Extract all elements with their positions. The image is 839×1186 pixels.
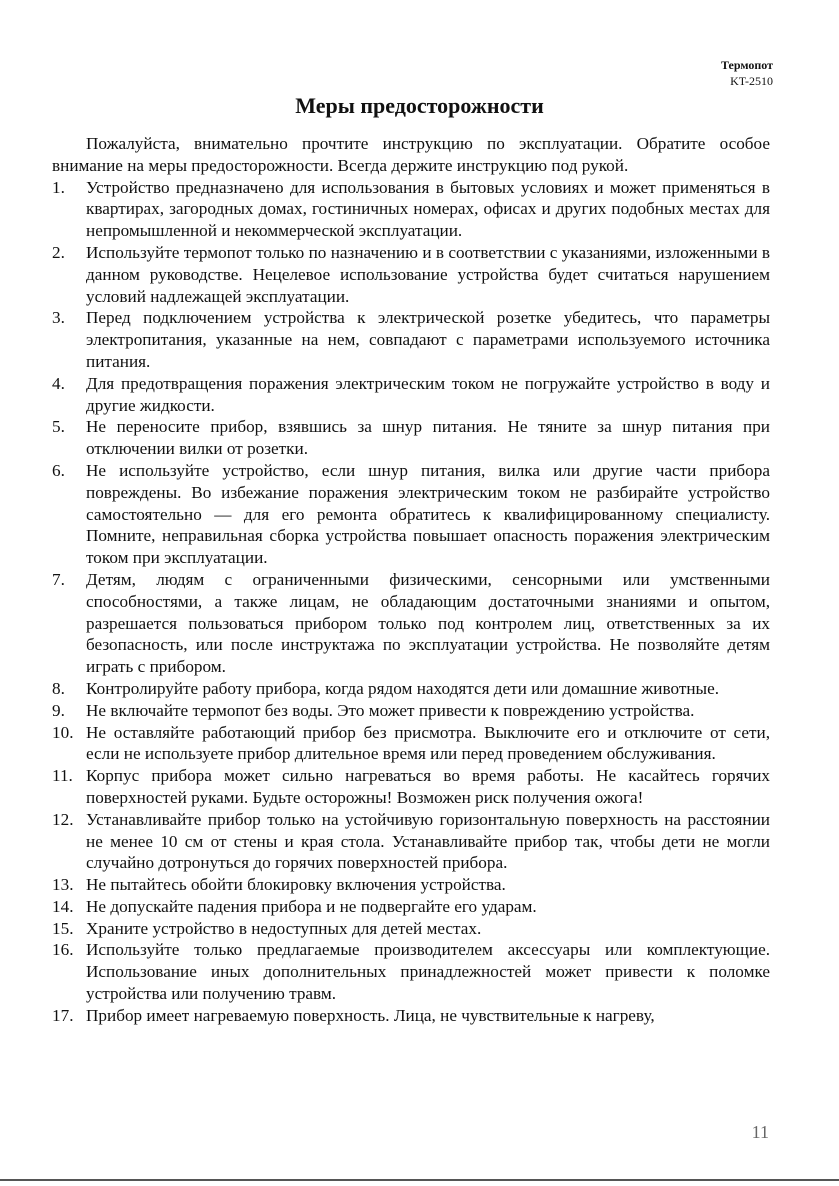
list-item-text: Корпус прибора может сильно нагреваться во время работы. Не касайтесь горячих поверхностей руками. Будьте осторожны! Возможен риск получения ожога!	[86, 766, 770, 807]
page-title: Меры предосторожности	[295, 93, 544, 118]
body-content	[52, 133, 770, 1027]
list-item-number: 10.	[52, 722, 74, 742]
page-header	[721, 57, 773, 89]
list-item-number: 4.	[52, 373, 65, 393]
precautions-list	[52, 177, 770, 1027]
list-item-text: Прибор имеет нагреваемую поверхность. Лица, не чувствительные к нагреву,	[86, 1005, 655, 1025]
list-item	[52, 939, 770, 1004]
list-item	[52, 569, 770, 678]
list-item	[52, 416, 770, 460]
header-model: KT-2510	[730, 74, 773, 88]
list-item	[52, 765, 770, 809]
list-item-number: 17.	[52, 1005, 74, 1025]
list-item	[52, 307, 770, 372]
list-item-text: Не включайте термопот без воды. Это может привести к повреждению устройства.	[86, 700, 695, 720]
list-item-number: 8.	[52, 678, 65, 698]
list-item-text: Используйте только предлагаемые производителем аксессуары или комплектующие. Использование иных дополнительных принадлежностей может привести к поломке устройства или получению травм.	[86, 940, 770, 1004]
list-item-text: Контролируйте работу прибора, когда рядом находятся дети или домашние животные.	[86, 678, 720, 698]
page-number: 11	[751, 1122, 769, 1142]
list-item	[52, 373, 770, 417]
list-item	[52, 177, 770, 242]
list-item-text: Устанавливайте прибор только на устойчивую горизонтальную поверхность на расстоянии не менее 10 см от стены и края стола. Устанавливайте прибор так, чтобы дети не могли случайно дотронуться до горячих поверхностей прибора.	[86, 809, 770, 873]
list-item-number: 11.	[52, 766, 73, 786]
header-product-name: Термопот	[720, 58, 773, 72]
list-item-text: Используйте термопот только по назначению и в соответствии с указаниями, изложенными в данном руководстве. Нецелевое использование устройства будет считаться нарушением условий надлежащей эксплуатации.	[86, 242, 770, 306]
list-item-number: 14.	[52, 896, 74, 916]
list-item-number: 9.	[52, 700, 65, 720]
list-item	[52, 242, 770, 307]
bottom-divider	[0, 1179, 839, 1181]
list-item-number: 5.	[52, 417, 65, 437]
list-item	[52, 722, 770, 766]
list-item-text: Для предотвращения поражения электрическим током не погружайте устройство в воду и другие жидкости.	[86, 373, 770, 415]
list-item-number: 1.	[52, 177, 65, 197]
list-item-text: Детям, людям с ограниченными физическими, сенсорными или умственными способностями, а также лицам, не обладающим достаточными знаниями и опытом, разрешается пользоваться прибором только под контролем лиц, ответственных за их безопасность, или после инструктажа по эксплуатации устройства. Не позволяйте детям играть с прибором.	[86, 569, 770, 677]
list-item-number: 16.	[52, 940, 74, 960]
list-item-number: 6.	[52, 460, 65, 480]
list-item-text: Не допускайте падения прибора и не подвергайте его ударам.	[86, 896, 537, 916]
list-item	[52, 896, 770, 918]
list-item-text: Не используйте устройство, если шнур питания, вилка или другие части прибора повреждены. Во избежание поражения электрическим током не разбирайте устройство самостоятельно — для его ремонта обратитесь к квалифицированному специалисту. Помните, неправильная сборка устройства повышает опасность поражения электрическим током при эксплуатации.	[86, 460, 770, 568]
list-item-text: Не оставляйте работающий прибор без присмотра. Выключите его и отключите от сети, если не используете прибор длительное время или перед проведением обслуживания.	[86, 722, 770, 764]
list-item-number: 3.	[52, 308, 65, 328]
list-item-number: 12.	[52, 809, 74, 829]
list-item	[52, 678, 770, 700]
list-item-text: Перед подключением устройства к электрической розетке убедитесь, что параметры электропитания, указанные на нем, совпадают с параметрами используемого источника питания.	[86, 308, 770, 371]
list-item-text: Не пытайтесь обойти блокировку включения устройства.	[86, 875, 506, 895]
list-item-text: Устройство предназначено для использования в бытовых условиях и может применяться в квартирах, загородных домах, гостиничных номерах, офисах и других подобных местах для непромышленной и некоммерческой эксплуатации.	[86, 177, 770, 241]
list-item-number: 13.	[52, 875, 74, 895]
list-item-number: 7.	[52, 569, 65, 589]
list-item	[52, 700, 770, 722]
list-item-number: 15.	[52, 918, 74, 938]
list-item	[52, 809, 770, 874]
list-item	[52, 918, 770, 940]
list-item	[52, 1005, 770, 1027]
list-item-text: Храните устройство в недоступных для детей местах.	[86, 918, 482, 938]
intro-paragraph: Пожалуйста, внимательно прочтите инструкцию по эксплуатации. Обратите особое внимание на меры предосторожности. Всегда держите инструкцию под рукой.	[52, 134, 770, 175]
list-item	[52, 874, 770, 896]
list-item-text: Не переносите прибор, взявшись за шнур питания. Не тяните за шнур питания при отключении вилки от розетки.	[86, 417, 770, 459]
list-item-number: 2.	[52, 242, 65, 262]
list-item	[52, 460, 770, 569]
